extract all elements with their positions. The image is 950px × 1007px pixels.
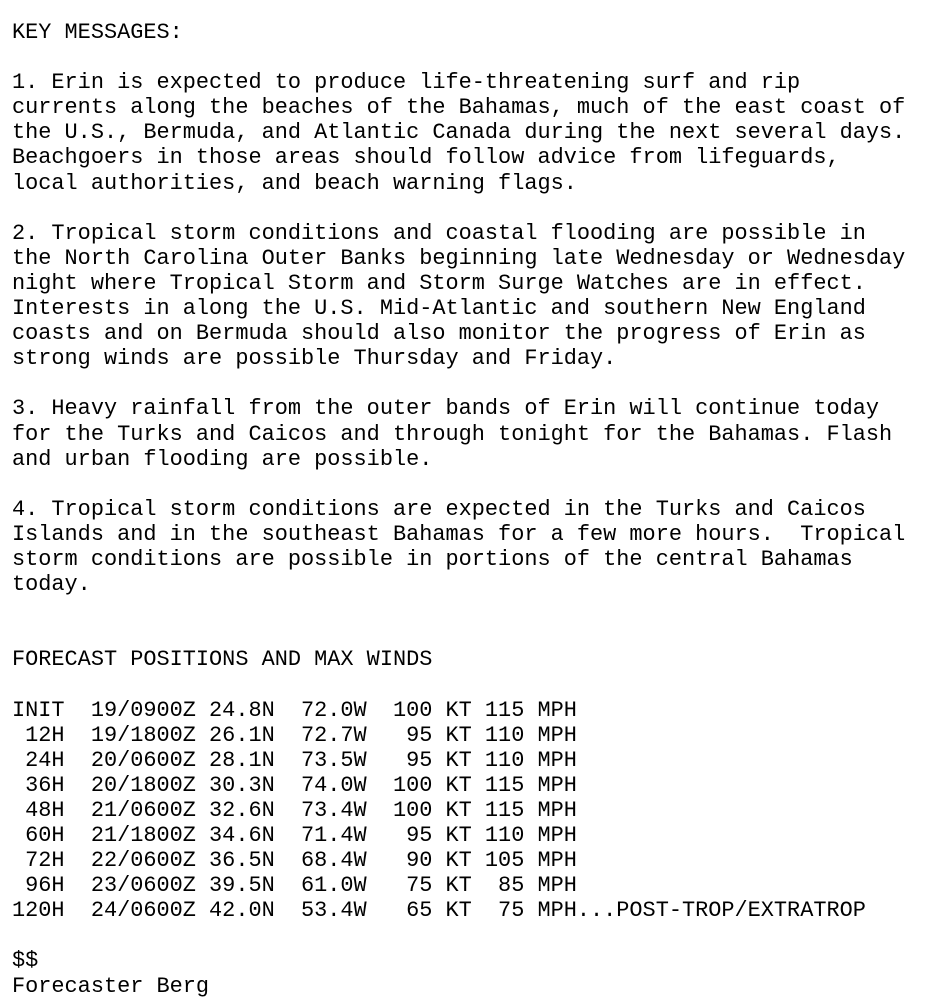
key-messages-heading: KEY MESSAGES:	[12, 20, 183, 45]
message-2-line: night where Tropical Storm and Storm Surge Watches are in effect.	[12, 270, 866, 296]
forecast-row: INIT 19/0900Z 24.8N 72.0W 100 KT 115 MPH	[12, 697, 577, 723]
message-2-line: coasts and on Bermuda should also monitor the progress of Erin as	[12, 321, 866, 347]
message-4-line: today.	[12, 572, 91, 598]
message-2-line: 2. Tropical storm conditions and coastal flooding are possible in	[12, 220, 866, 246]
message-1-line: currents along the beaches of the Bahamas, much of the east coast of	[12, 95, 906, 121]
message-1-line: the U.S., Bermuda, and Atlantic Canada during the next several days.	[12, 120, 906, 146]
blank-line	[12, 371, 905, 396]
message-4-line: 4. Tropical storm conditions are expected in the Turks and Caicos	[12, 496, 866, 522]
forecaster-signature: Forecaster Berg	[12, 973, 210, 999]
forecast-heading: FORECAST POSITIONS AND MAX WINDS	[12, 647, 433, 673]
message-4-line: storm conditions are possible in portions of the central Bahamas	[12, 546, 853, 572]
message-3-line: for the Turks and Caicos and through tonight for the Bahamas. Flash	[12, 421, 893, 447]
message-3-line: 3. Heavy rainfall from the outer bands of Erin will continue today	[12, 396, 880, 422]
blank-line	[12, 196, 905, 221]
message-4-line: Islands and in the southeast Bahamas for a few more hours. Tropical	[12, 521, 906, 547]
blank-line	[12, 672, 905, 697]
message-1-line: local authorities, and beach warning flags.	[12, 170, 577, 196]
blank-line	[12, 622, 905, 647]
message-1-line: Beachgoers in those areas should follow advice from lifeguards,	[12, 145, 840, 171]
blank-line	[12, 923, 905, 948]
blank-line	[12, 472, 905, 497]
blank-line	[12, 45, 905, 70]
message-2-line: Interests in along the U.S. Mid-Atlantic and southern New England	[12, 296, 866, 322]
discussion-text	[12, 20, 905, 999]
end-marker: $$	[12, 948, 39, 974]
forecast-row: 72H 22/0600Z 36.5N 68.4W 90 KT 105 MPH	[12, 848, 577, 874]
message-1-line: 1. Erin is expected to produce life-threatening surf and rip	[12, 70, 801, 96]
message-3-line: and urban flooding are possible.	[12, 446, 433, 472]
forecast-row: 36H 20/1800Z 30.3N 74.0W 100 KT 115 MPH	[12, 772, 577, 798]
forecast-row: 24H 20/0600Z 28.1N 73.5W 95 KT 110 MPH	[12, 747, 577, 773]
forecast-row: 48H 21/0600Z 32.6N 73.4W 100 KT 115 MPH	[12, 797, 577, 823]
message-2-line: strong winds are possible Thursday and Friday.	[12, 346, 617, 372]
forecast-row: 96H 23/0600Z 39.5N 61.0W 75 KT 85 MPH	[12, 873, 577, 899]
blank-line	[12, 597, 905, 622]
message-2-line: the North Carolina Outer Banks beginning late Wednesday or Wednesday	[12, 245, 906, 271]
forecast-row: 60H 21/1800Z 34.6N 71.4W 95 KT 110 MPH	[12, 823, 577, 848]
forecast-row: 12H 19/1800Z 26.1N 72.7W 95 KT 110 MPH	[12, 722, 577, 748]
forecast-row: 120H 24/0600Z 42.0N 53.4W 65 KT 75 MPH...POST-TROP/EXTRATROP	[12, 898, 866, 924]
